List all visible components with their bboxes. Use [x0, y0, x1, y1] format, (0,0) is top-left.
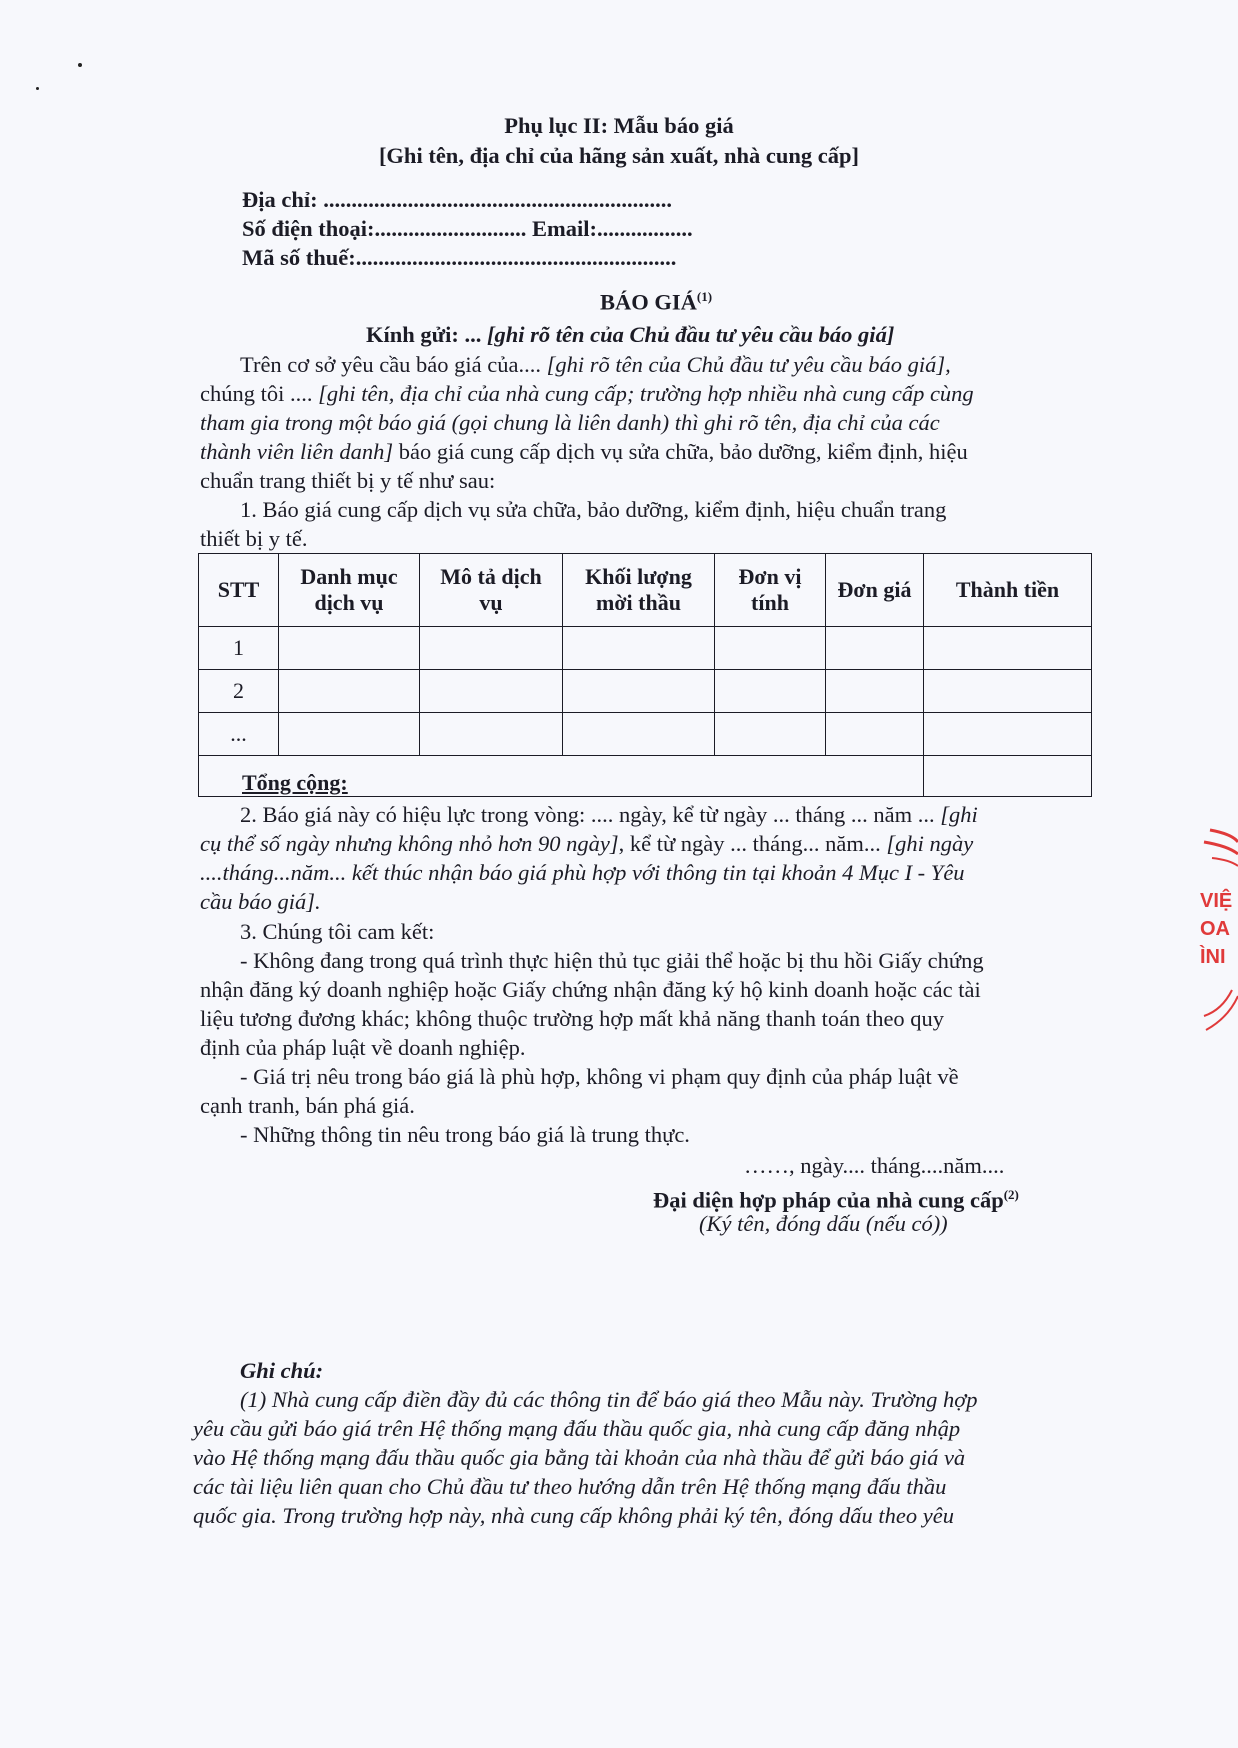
- red-stamp-partial: [1192, 820, 1238, 1040]
- intro-text: chúng tôi ....: [200, 381, 319, 406]
- stamp-text: VIỆ: [1200, 890, 1233, 912]
- commitment-1-line-1: - Không đang trong quá trình thực hiện thủ tục giải thể hoặc bị thu hồi Giấy chứng: [240, 948, 984, 973]
- total-cell: [924, 756, 1092, 797]
- page-title: Phụ lục II: Mẫu báo giá: [504, 113, 734, 138]
- table-cell: [715, 670, 826, 713]
- table-cell: [420, 627, 563, 670]
- section2-placeholder: [ghi: [940, 802, 978, 827]
- quote-heading-note: (1): [696, 289, 713, 304]
- commitment-1-line-2: nhận đăng ký doanh nghiệp hoặc Giấy chứng nhận đăng ký hộ kinh doanh hoặc các tài: [200, 977, 981, 1002]
- header-description: [420, 554, 563, 627]
- notes-heading: Ghi chú:: [240, 1358, 324, 1383]
- intro-text: báo giá cung cấp dịch vụ sửa chữa, bảo dưỡng, kiểm định, hiệu: [393, 439, 968, 464]
- note-1-line-3: vào Hệ thống mạng đấu thầu quốc gia bằng tài khoản của nhà thầu để gửi báo giá và: [193, 1445, 966, 1470]
- intro-placeholder: [ghi tên, địa chỉ của nhà cung cấp; trường hợp nhiều nhà cung cấp cùng: [318, 381, 974, 406]
- note-1-line-5: quốc gia. Trong trường hợp này, nhà cung cấp không phải ký tên, đóng dấu theo yêu: [193, 1503, 954, 1528]
- header-text: Danh mục: [300, 564, 398, 589]
- commitment-1-line-3: liệu tương đương khác; không thuộc trường hợp mất khả năng thanh toán theo quy: [200, 1006, 945, 1031]
- table-cell: [826, 627, 924, 670]
- recipient-line: [366, 321, 894, 349]
- commitment-1-line-4: định của pháp luật về doanh nghiệp.: [200, 1035, 526, 1060]
- header-service: [279, 554, 420, 627]
- table-row: [199, 627, 1092, 670]
- intro-placeholder: thành viên liên danh]: [200, 439, 394, 464]
- commitment-2-line-1: - Giá trị nêu trong báo giá là phù hợp, không vi phạm quy định của pháp luật về: [240, 1064, 959, 1089]
- quote-table: [198, 553, 1092, 797]
- section2-line-4: cầu báo giá].: [200, 889, 321, 914]
- header-unit-price: Đơn giá: [826, 554, 924, 627]
- table-cell: [924, 713, 1092, 756]
- header-amount: Thành tiền: [924, 554, 1092, 627]
- section2-placeholder: [ghi ngày: [886, 831, 974, 856]
- table-cell: [715, 627, 826, 670]
- signature-date: ……, ngày.... tháng....năm....: [744, 1153, 1005, 1178]
- table-header-row: [199, 554, 1092, 627]
- total-label: Tổng cộng:: [199, 756, 924, 797]
- intro-line-3: tham gia trong một báo giá (gọi chung là liên danh) thì ghi rõ tên, địa chỉ của các: [200, 410, 940, 435]
- row-number: 1: [199, 627, 279, 670]
- recipient-placeholder: [ghi rõ tên của Chủ đầu tư yêu cầu báo giá]: [487, 322, 895, 347]
- section2-line-3: ....tháng...năm... kết thúc nhận báo giá phù hợp với thông tin tại khoản 4 Mục I - Yêu: [200, 860, 965, 885]
- intro-line-4: [200, 438, 968, 466]
- address-field: Địa chỉ: ..............................................................: [242, 187, 672, 212]
- table-cell: [826, 713, 924, 756]
- section1-line-2: thiết bị y tế.: [200, 526, 308, 551]
- signature-title-note: (2): [1003, 1187, 1019, 1202]
- table-cell: [420, 713, 563, 756]
- row-number: 2: [199, 670, 279, 713]
- stamp-text: ÌNI: [1200, 946, 1226, 968]
- section2-line-1: [240, 801, 978, 829]
- table-cell: [563, 627, 715, 670]
- quote-heading-text: BÁO GIÁ: [600, 289, 697, 315]
- page-subtitle: [Ghi tên, địa chỉ của hãng sản xuất, nhà cung cấp]: [378, 143, 860, 168]
- table-cell: [279, 627, 420, 670]
- section2-placeholder: cụ thể số ngày nhưng không nhỏ hơn 90 ngày]: [200, 831, 619, 856]
- section2-text: 2. Báo giá này có hiệu lực trong vòng: .... ngày, kể từ ngày ... tháng ... năm ...: [240, 802, 941, 827]
- signature-instruction: (Ký tên, đóng dấu (nếu có)): [699, 1211, 948, 1236]
- table-cell: [420, 670, 563, 713]
- table-total-row: [199, 756, 1092, 797]
- intro-line-5: chuẩn trang thiết bị y tế như sau:: [200, 468, 496, 493]
- commitment-3: - Những thông tin nêu trong báo giá là trung thực.: [240, 1122, 690, 1147]
- table-cell: [924, 670, 1092, 713]
- note-1-line-4: các tài liệu liên quan cho Chủ đầu tư theo hướng dẫn trên Hệ thống mạng đấu thầu: [193, 1474, 947, 1499]
- table-cell: [563, 713, 715, 756]
- header-text: Khối lượng: [585, 564, 692, 589]
- header-text: Mô tả dịch: [440, 564, 542, 589]
- intro-line-1: [240, 351, 951, 379]
- header-stt: STT: [199, 554, 279, 627]
- note-1-line-2: yêu cầu gửi báo giá trên Hệ thống mạng đấu thầu quốc gia, nhà cung cấp đăng nhập: [193, 1416, 961, 1441]
- table-cell: [715, 713, 826, 756]
- header-text: Đơn vị: [738, 564, 802, 589]
- commitment-2-line-2: cạnh tranh, bán phá giá.: [200, 1093, 415, 1118]
- intro-line-2: [200, 380, 974, 408]
- table-row: [199, 713, 1092, 756]
- scan-speck: [78, 63, 82, 67]
- table-cell: [924, 627, 1092, 670]
- signature-title-text: Đại diện hợp pháp của nhà cung cấp: [653, 1187, 1004, 1213]
- section1-line-1: 1. Báo giá cung cấp dịch vụ sửa chữa, bảo dưỡng, kiểm định, hiệu chuẩn trang: [240, 497, 947, 522]
- tax-code-field: Mã số thuế:.........................................................: [242, 245, 677, 270]
- table-row: [199, 670, 1092, 713]
- intro-text: Trên cơ sở yêu cầu báo giá của....: [240, 352, 547, 377]
- section3-heading: 3. Chúng tôi cam kết:: [240, 919, 435, 944]
- table-cell: [826, 670, 924, 713]
- table-cell: [279, 670, 420, 713]
- header-quantity: [563, 554, 715, 627]
- section2-text: , kể từ ngày ... tháng... năm...: [618, 831, 887, 856]
- header-text: mời thầu: [596, 590, 681, 615]
- table-cell: [563, 670, 715, 713]
- header-text: vụ: [479, 590, 503, 615]
- phone-email-field: Số điện thoại:........................... Email:.................: [242, 216, 693, 241]
- table-cell: [279, 713, 420, 756]
- header-text: tính: [751, 590, 789, 615]
- scan-speck: [36, 87, 39, 90]
- stamp-text: OA: [1200, 918, 1230, 940]
- header-unit: [715, 554, 826, 627]
- row-number: ...: [199, 713, 279, 756]
- intro-placeholder: [ghi rõ tên của Chủ đầu tư yêu cầu báo giá],: [546, 352, 951, 377]
- header-text: dịch vụ: [314, 590, 384, 615]
- note-1-line-1: (1) Nhà cung cấp điền đầy đủ các thông tin để báo giá theo Mẫu này. Trường hợp: [240, 1387, 978, 1412]
- quote-heading: [600, 283, 712, 317]
- recipient-label: Kính gửi: ...: [366, 322, 488, 347]
- section2-line-2: [200, 830, 973, 858]
